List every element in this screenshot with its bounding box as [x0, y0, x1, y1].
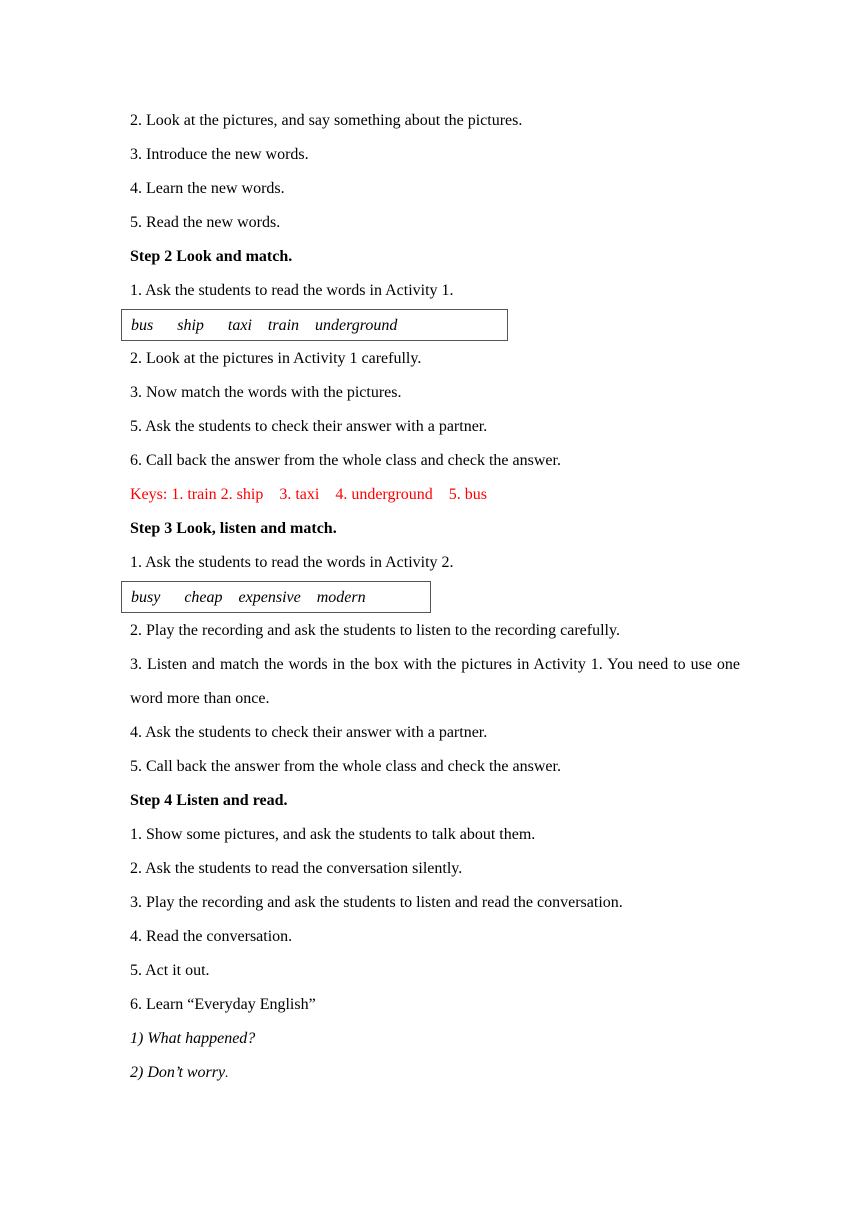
- step2-item-6: 6. Call back the answer from the whole class and check the answer.: [130, 452, 561, 469]
- step2-heading: Step 2 Look and match.: [130, 248, 293, 265]
- step3-item-2: 2. Play the recording and ask the students to listen to the recording carefully.: [130, 622, 620, 639]
- everyday-english-2-text: 2) Don’t worry: [130, 1064, 226, 1081]
- step3-item-3: 3. Listen and match the words in the box with the pictures in Activity 1. You need to use one word more than once.: [130, 656, 740, 707]
- step1-item-2: 2. Look at the pictures, and say something about the pictures.: [130, 112, 523, 129]
- document-page: [130, 104, 740, 1090]
- step2-item-5: 5. Ask the students to check their answer with a partner.: [130, 418, 488, 435]
- step4-item-4: 4. Read the conversation.: [130, 928, 293, 945]
- step3-heading: Step 3 Look, listen and match.: [130, 520, 337, 537]
- step1-item-3: 3. Introduce the new words.: [130, 146, 309, 163]
- step2-item-2: 2. Look at the pictures in Activity 1 carefully.: [130, 350, 422, 367]
- step4-item-3: 3. Play the recording and ask the students to listen and read the conversation.: [130, 894, 623, 911]
- word-box-activity-1: bus ship taxi train underground: [121, 309, 508, 341]
- step1-item-4: 4. Learn the new words.: [130, 180, 285, 197]
- everyday-english-2-period: .: [225, 1066, 229, 1081]
- answer-keys: Keys: 1. train 2. ship 3. taxi 4. underground 5. bus: [130, 486, 488, 503]
- word-box-activity-2: busy cheap expensive modern: [121, 581, 431, 613]
- step4-item-6: 6. Learn “Everyday English”: [130, 996, 316, 1013]
- step1-item-5: 5. Read the new words.: [130, 214, 281, 231]
- step2-item-3: 3. Now match the words with the pictures.: [130, 384, 402, 401]
- step4-item-5: 5. Act it out.: [130, 962, 210, 979]
- step3-item-4: 4. Ask the students to check their answer with a partner.: [130, 724, 488, 741]
- everyday-english-2: [130, 1056, 740, 1090]
- step4-item-1: 1. Show some pictures, and ask the students to talk about them.: [130, 826, 536, 843]
- step4-heading: Step 4 Listen and read.: [130, 792, 288, 809]
- everyday-english-1: 1) What happened?: [130, 1030, 256, 1047]
- step3-item-5: 5. Call back the answer from the whole class and check the answer.: [130, 758, 561, 775]
- step3-item-1: 1. Ask the students to read the words in Activity 2.: [130, 554, 454, 571]
- step2-item-1: 1. Ask the students to read the words in Activity 1.: [130, 282, 454, 299]
- step4-item-2: 2. Ask the students to read the conversation silently.: [130, 860, 463, 877]
